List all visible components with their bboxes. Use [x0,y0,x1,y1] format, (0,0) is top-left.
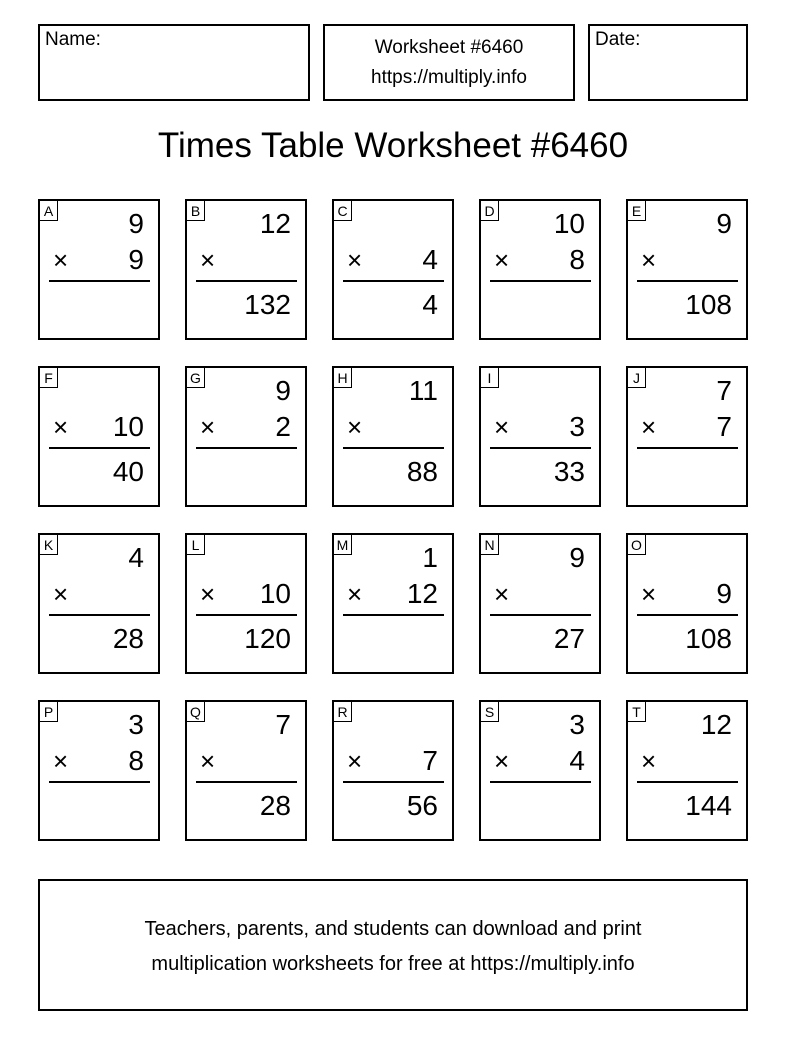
problem-top-number: 9 [128,208,144,239]
date-box [588,24,748,101]
times-symbol: × [53,245,69,275]
footer-line-1: Teachers, parents, and students can download and print [144,918,642,940]
problem-card [479,700,601,841]
problem-top-number: 4 [128,542,144,573]
problem-rule [49,447,150,449]
times-symbol: × [347,412,363,442]
times-symbol: × [200,746,216,776]
problem-bottom-number: 10 [259,578,291,609]
problem-rule [343,280,444,282]
name-label: Name: [45,29,101,50]
problem-rule [637,280,738,282]
problem-rule [49,614,150,616]
problem-rule [490,781,591,783]
problem-rule [196,447,297,449]
problem-bottom-number: 8 [569,244,585,275]
problem-bottom-number: 4 [422,244,438,275]
problem-letter: K [39,534,58,555]
problem-top-number: 11 [408,375,438,406]
times-symbol: × [53,579,69,609]
problem-letter: B [186,200,205,221]
date-label: Date: [595,29,641,50]
problem-rule [196,280,297,282]
worksheet-id-box [323,24,575,101]
problem-rule [196,614,297,616]
problem-top-number: 9 [569,542,585,573]
times-symbol: × [200,245,216,275]
times-symbol: × [347,746,363,776]
problem-card [479,366,601,507]
problem-top-number: 7 [716,375,732,406]
problem-card [185,700,307,841]
problem-answer: 28 [259,790,291,821]
problem-rule [343,614,444,616]
problem-bottom-number: 4 [569,745,585,776]
problem-rule [49,280,150,282]
times-symbol: × [494,412,510,442]
problem-card [38,366,160,507]
problem-card [479,199,601,340]
problem-card [626,199,748,340]
problem-answer: 132 [244,289,291,320]
problem-answer: 4 [422,289,438,320]
times-symbol: × [641,412,657,442]
problem-answer: 108 [685,289,732,320]
problem-letter: Q [186,701,205,722]
problem-card [38,533,160,674]
page-title: Times Table Worksheet #6460 [157,126,629,165]
problem-answer: 40 [112,456,144,487]
problem-bottom-number: 9 [128,244,144,275]
times-symbol: × [200,579,216,609]
problem-letter: P [39,701,58,722]
times-symbol: × [200,412,216,442]
times-symbol: × [347,579,363,609]
times-symbol: × [53,746,69,776]
problem-letter: L [186,534,205,555]
times-symbol: × [494,245,510,275]
problem-bottom-number: 2 [275,411,291,442]
problem-letter: J [627,367,646,388]
problem-top-number: 1 [422,542,438,573]
problem-rule [196,781,297,783]
problem-card [185,366,307,507]
problem-letter: M [333,534,352,555]
problem-card [332,533,454,674]
problem-bottom-number: 7 [422,745,438,776]
problem-letter: H [333,367,352,388]
times-symbol: × [494,746,510,776]
problem-bottom-number: 8 [128,745,144,776]
problem-top-number: 9 [716,208,732,239]
problem-rule [490,614,591,616]
problem-rule [49,781,150,783]
problem-top-number: 12 [259,208,291,239]
problem-card [332,366,454,507]
times-symbol: × [347,245,363,275]
problem-card [38,700,160,841]
problem-bottom-number: 10 [112,411,144,442]
problem-answer: 108 [685,623,732,654]
problem-card [185,199,307,340]
problem-answer: 28 [112,623,144,654]
problem-rule [490,447,591,449]
times-symbol: × [494,579,510,609]
problem-card [38,199,160,340]
problem-letter: S [480,701,499,722]
problem-letter: D [480,200,499,221]
problem-answer: 144 [685,790,732,821]
problem-rule [343,447,444,449]
problem-top-number: 7 [275,709,291,740]
footer-box [38,879,748,1011]
problem-letter: O [627,534,646,555]
problem-answer: 120 [244,623,291,654]
problem-letter: F [39,367,58,388]
problem-card [332,700,454,841]
problem-rule [490,280,591,282]
problem-card [626,700,748,841]
problem-bottom-number: 7 [716,411,732,442]
problem-top-number: 12 [700,709,732,740]
problem-letter: N [480,534,499,555]
problem-answer: 88 [406,456,438,487]
problem-letter: G [186,367,205,388]
problem-card [185,533,307,674]
worksheet-url: https://multiply.info [371,67,527,88]
problem-letter: E [627,200,646,221]
problem-rule [637,447,738,449]
times-symbol: × [641,245,657,275]
name-box [38,24,310,101]
problem-bottom-number: 9 [716,578,732,609]
times-symbol: × [641,579,657,609]
problem-card [626,533,748,674]
problem-answer: 33 [553,456,585,487]
problem-card [626,366,748,507]
problem-letter: I [480,367,499,388]
problem-rule [343,781,444,783]
problem-card [479,533,601,674]
problem-letter: C [333,200,352,221]
problem-answer: 27 [553,623,585,654]
problem-top-number: 3 [569,709,585,740]
worksheet-number: Worksheet #6460 [374,37,524,58]
problem-bottom-number: 12 [406,578,438,609]
times-symbol: × [641,746,657,776]
problem-bottom-number: 3 [569,411,585,442]
problem-top-number: 9 [275,375,291,406]
problem-answer: 56 [406,790,438,821]
problem-rule [637,614,738,616]
footer-line-2: multiplication worksheets for free at https://multiply.info [151,953,635,975]
problem-letter: A [39,200,58,221]
times-symbol: × [53,412,69,442]
problem-top-number: 10 [553,208,585,239]
problem-letter: R [333,701,352,722]
problem-letter: T [627,701,646,722]
problem-rule [637,781,738,783]
problem-card [332,199,454,340]
problem-top-number: 3 [128,709,144,740]
